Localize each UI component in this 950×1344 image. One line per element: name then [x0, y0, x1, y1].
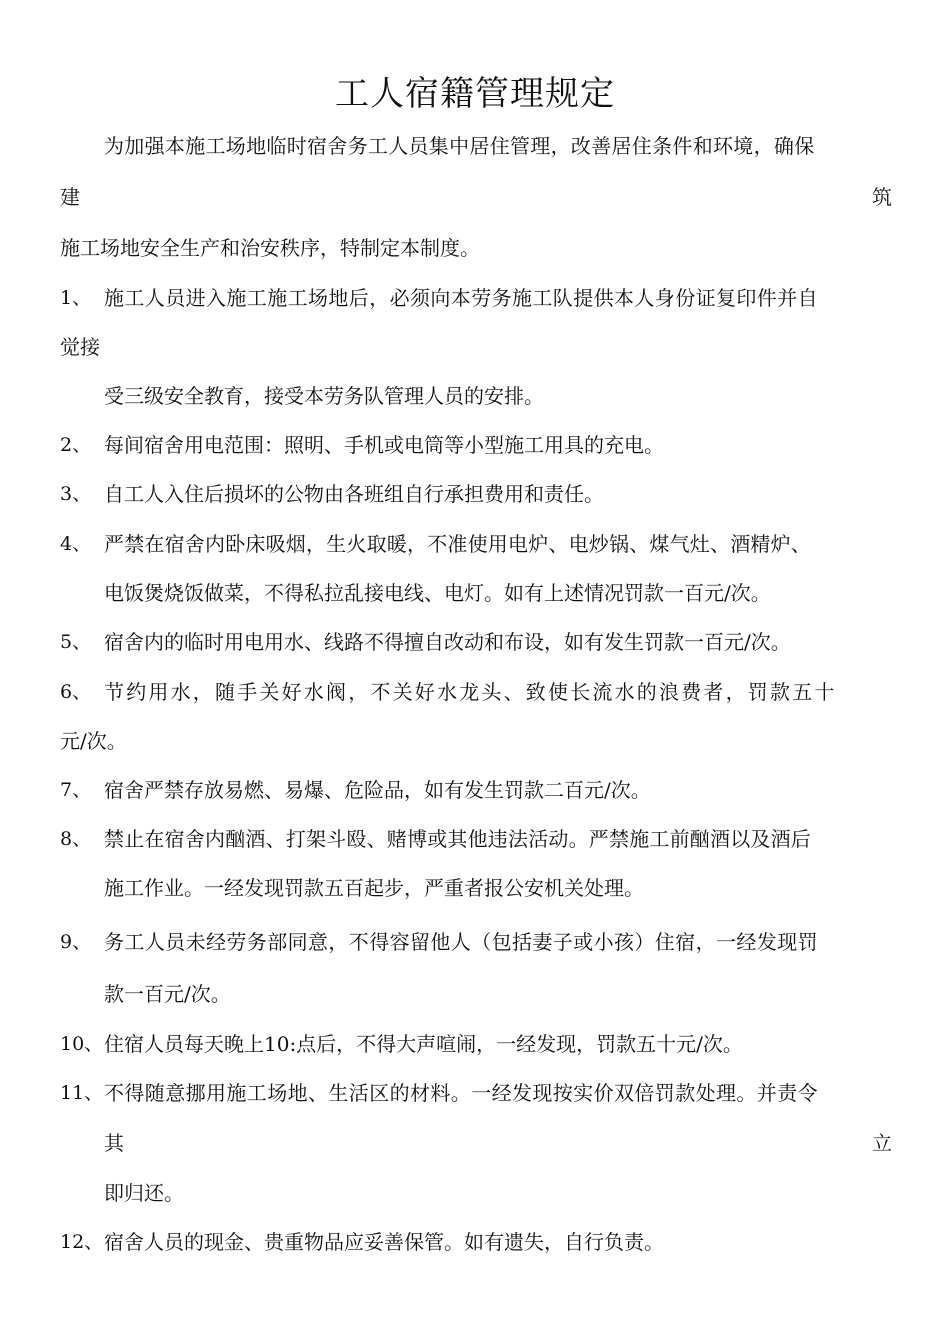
- intro-line-2-right: 筑: [872, 185, 892, 209]
- rule-number: 12、: [60, 1231, 104, 1253]
- rule-text: 宿舍内的临时用电用水、线路不得擅自改动和布设，如有发生罚款一百元/次。: [104, 630, 791, 654]
- rule-text: 严禁在宿舍内卧床吸烟，生火取暖，不准使用电炉、电炒锅、煤气灶、酒精炉、: [104, 532, 811, 556]
- intro-line-2-left: 建: [60, 185, 80, 209]
- rule-number: 9、: [60, 931, 92, 953]
- rule-text: 施工作业。一经发现罚款五百起步，严重者报公安机关处理。: [104, 876, 644, 900]
- rule-text: 元/次。: [60, 729, 127, 753]
- rule-text: 宿舍严禁存放易燃、易爆、危险品，如有发生罚款二百元/次。: [104, 778, 651, 802]
- rule-number: 4、: [60, 533, 92, 555]
- rule-number: 3、: [60, 483, 92, 505]
- rule-text: 款一百元/次。: [104, 982, 231, 1006]
- rule-text: 禁止在宿舍内酗酒、打架斗殴、赌博或其他违法活动。严禁施工前酗酒以及酒后: [104, 827, 811, 851]
- rule-text: 务工人员未经劳务部同意，不得容留他人（包括妻子或小孩）住宿，一经发现罚: [104, 930, 818, 954]
- rule-number: 8、: [60, 828, 92, 850]
- rule-text: 宿舍人员的现金、贵重物品应妥善保管。如有遗失，自行负责。: [104, 1230, 664, 1254]
- rule-number: 1、: [60, 287, 92, 309]
- intro-line-1: 为加强本施工场地临时宿舍务工人员集中居住管理，改善居住条件和环境，确保: [104, 134, 815, 158]
- rule-number: 6、: [60, 681, 92, 703]
- rule-text: 即归还。: [104, 1181, 184, 1205]
- rule-text: 其: [104, 1131, 124, 1155]
- rule-text: 施工人员进入施工施工场地后，必须向本劳务施工队提供本人身份证复印件并自: [104, 286, 818, 310]
- rule-number: 2、: [60, 434, 92, 456]
- rule-text: 电饭煲烧饭做菜，不得私拉乱接电线、电灯。如有上述情况罚款一百元/次。: [104, 581, 771, 605]
- rule-text: 每间宿舍用电范围：照明、手机或电筒等小型施工用具的充电。: [104, 433, 664, 457]
- rule-text: 节约用水，随手关好水阀，不关好水龙头、致使长流水的浪费者，罚款五十: [104, 680, 837, 704]
- rule-number: 5、: [60, 631, 92, 653]
- rule-text: 受三级安全教育，接受本劳务队管理人员的安排。: [104, 384, 544, 408]
- rule-text: 立: [872, 1131, 892, 1155]
- rule-text: 住宿人员每天晚上10:点后，不得大声喧闹，一经发现，罚款五十元/次。: [104, 1032, 743, 1056]
- rule-text: 不得随意挪用施工场地、生活区的材料。一经发现按实价双倍罚款处理。并责令: [104, 1081, 818, 1105]
- rule-number: 10、: [60, 1033, 104, 1055]
- intro-line-3: 施工场地安全生产和治安秩序，特制定本制度。: [60, 236, 480, 260]
- rule-number: 7、: [60, 779, 92, 801]
- rule-number: 11、: [60, 1082, 104, 1104]
- document-title: 工人宿籍管理规定: [335, 74, 615, 114]
- rule-text: 自工人入住后损坏的公物由各班组自行承担费用和责任。: [104, 482, 604, 506]
- rule-text: 觉接: [60, 335, 100, 359]
